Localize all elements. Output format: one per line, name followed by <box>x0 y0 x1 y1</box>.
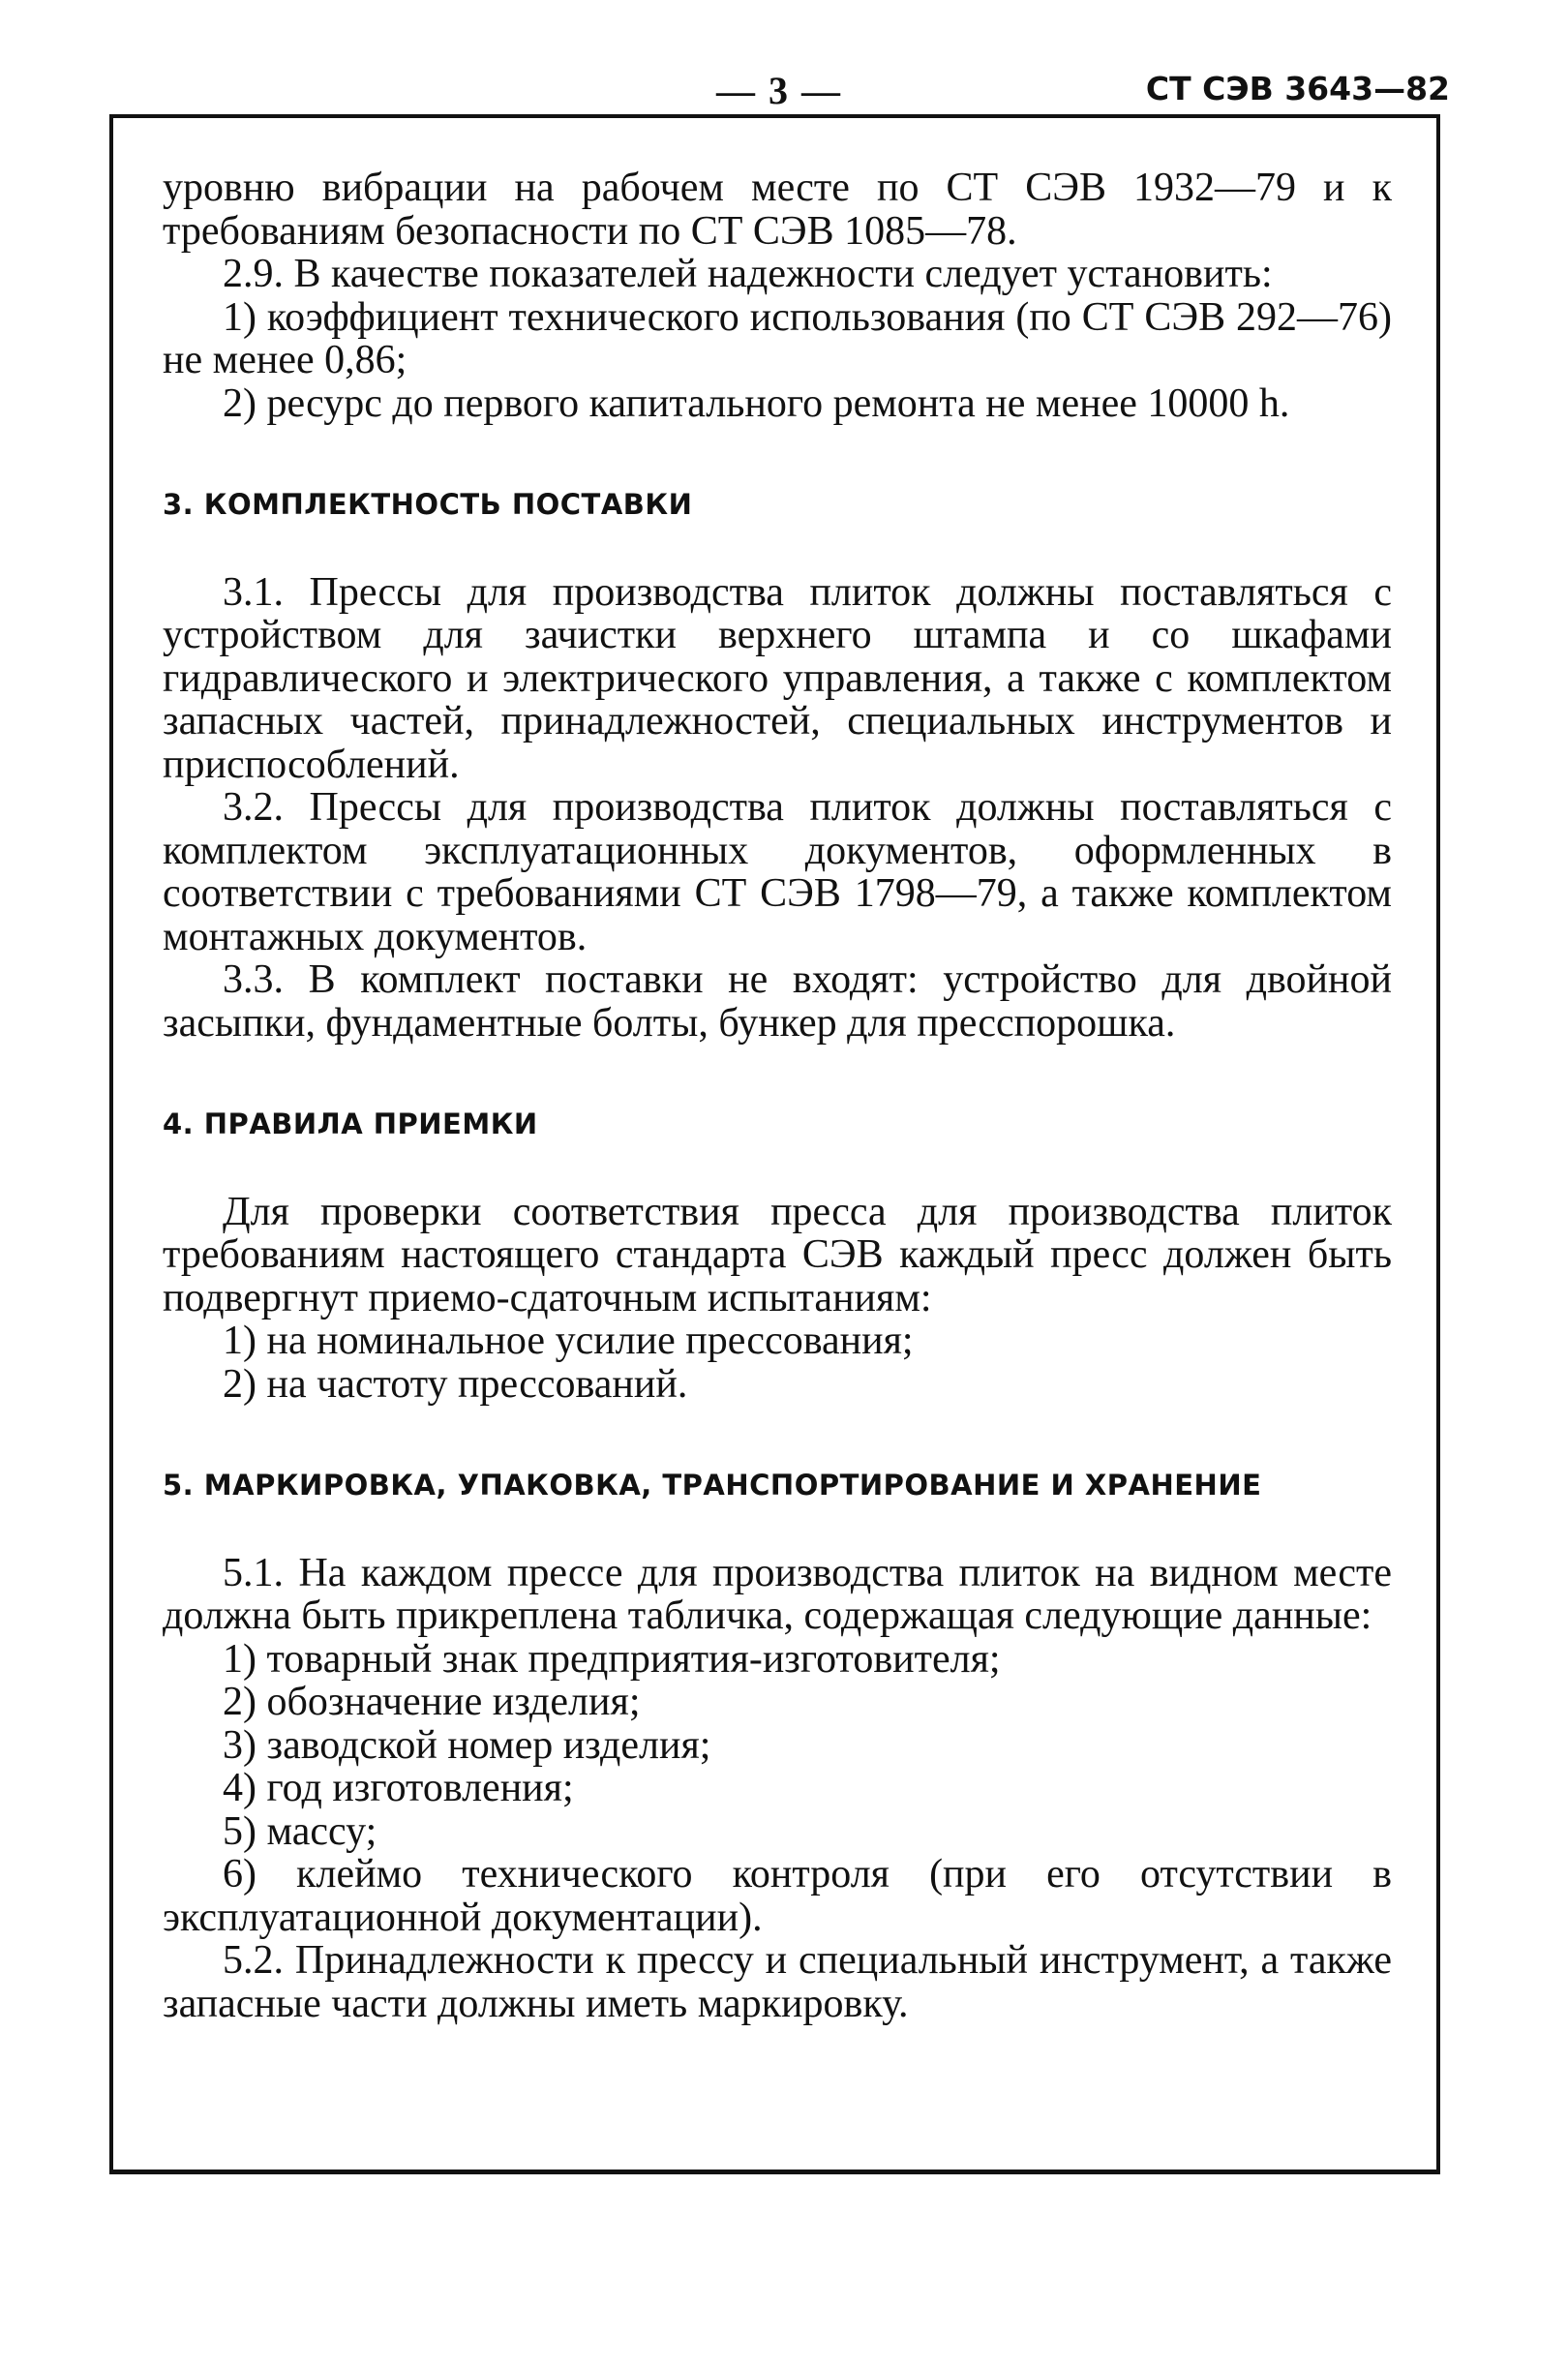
section-3-heading: 3. КОМПЛЕКТНОСТЬ ПОСТАВКИ <box>163 488 693 521</box>
list-item-5-1-2: 2) обозначение изделия; <box>223 1680 641 1724</box>
section-5-heading: 5. МАРКИРОВКА, УПАКОВКА, ТРАНСПОРТИРОВАНИЕ И ХРАНЕНИЕ <box>163 1469 1262 1502</box>
paragraph-3-3: 3.3. В комплект поставки не входят: устройство для двойной засыпки, фундаментные болты, бункер для пресспорошка. <box>163 957 1392 1046</box>
list-item-5-1-1: 1) товарный знак предприятия-изготовителя; <box>223 1636 1001 1682</box>
section-4-heading: 4. ПРАВИЛА ПРИЕМКИ <box>163 1108 538 1140</box>
list-item-5-1-4: 4) год изготовления; <box>223 1766 574 1810</box>
list-item-2-9-2: 2) ресурс до первого капитального ремонта не менее 10000 h. <box>223 380 1290 426</box>
list-item-5-1-6: 6) клеймо технического контроля (при его отсутствии в эксплуатационной документации). <box>163 1852 1392 1940</box>
paragraph-5-2: 5.2. Принадлежности к прессу и специальный инструмент, а также запасные части должны иметь маркировку. <box>163 1938 1392 2026</box>
list-item-4-2: 2) на частоту прессований. <box>223 1361 688 1407</box>
paragraph-5-1: 5.1. На каждом прессе для производства плиток на видном месте должна быть прикреплена табличка, содержащая следующие данные: <box>163 1550 1392 1638</box>
page-number: — 3 — <box>716 69 842 112</box>
paragraph-continuation: уровню вибрации на рабочем месте по СТ СЭВ 1932—79 и к требованиям безопасности по СТ СЭВ 1085—78. <box>163 166 1392 254</box>
page-body <box>163 167 1392 2025</box>
document-code: СТ СЭВ 3643—82 <box>1145 70 1450 107</box>
paragraph-2-9: 2.9. В качестве показателей надежности следует установить: <box>223 252 1273 296</box>
list-item-2-9-1: 1) коэффициент технического использования (по СТ СЭВ 292—76) не менее 0,86; <box>163 294 1392 382</box>
list-item-4-1: 1) на номинальное усилие прессования; <box>223 1319 914 1363</box>
list-item-5-1-5: 5) массу; <box>223 1808 377 1854</box>
paragraph-3-2: 3.2. Прессы для производства плиток должны поставляться с комплектом эксплуатационных документов, оформленных в соответствии с требованиями СТ СЭВ 1798—79, а также комплектом монтажных документов. <box>163 785 1392 959</box>
paragraph-3-1: 3.1. Прессы для производства плиток должны поставляться с устройством для зачистки верхнего штампа и со шкафами гидравлического и электрического управления, а также с комплектом запасных частей, принадлежностей, специальных инструментов и приспособлений. <box>163 569 1392 787</box>
paragraph-4-intro: Для проверки соответствия пресса для производства плиток требованиям настоящего стандарта СЭВ каждый пресс должен быть подвергнут приемо-сдаточным испытаниям: <box>163 1189 1392 1320</box>
list-item-5-1-3: 3) заводской номер изделия; <box>223 1722 711 1768</box>
